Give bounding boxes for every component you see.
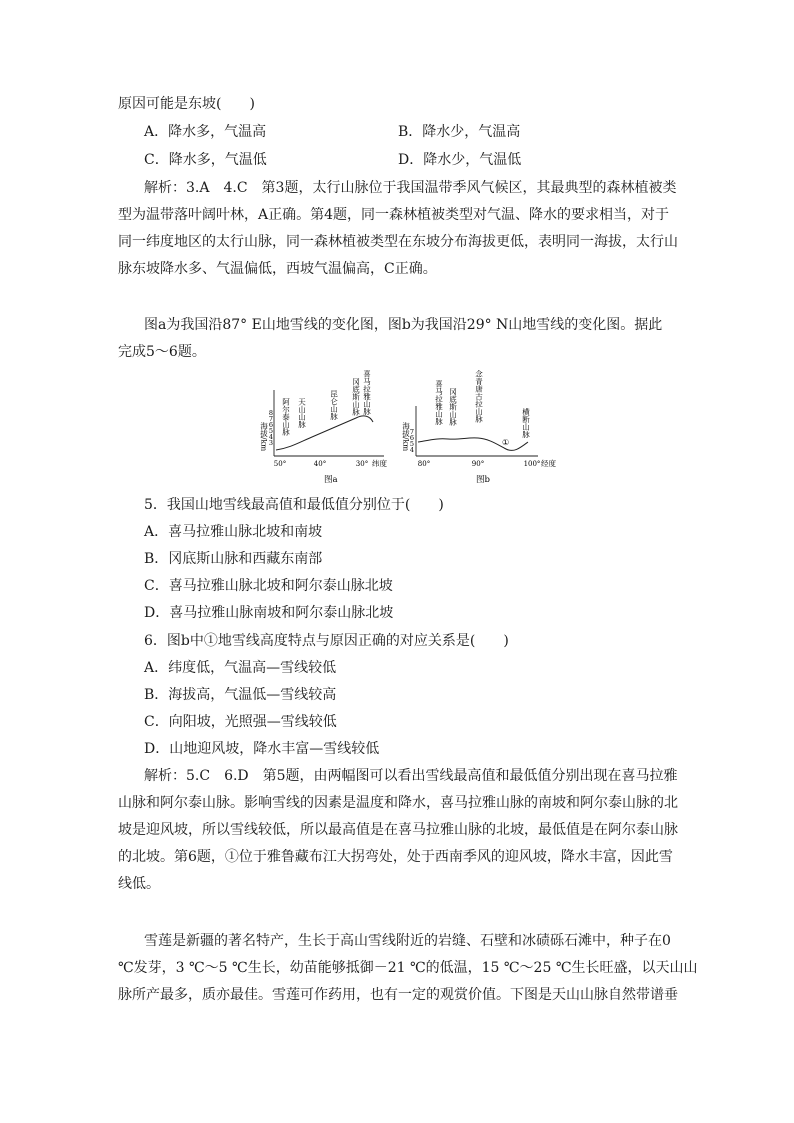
stem-snow-lotus-line: ℃发芽，3 ℃～5 ℃生长，幼苗能够抵御－21 ℃的低温，15 ℃～25 ℃生长旺盛，以天山山 bbox=[118, 960, 698, 976]
figure-a-caption: 图a bbox=[324, 475, 338, 485]
q5-option: D．喜马拉雅山脉南坡和阿尔泰山脉北坡 bbox=[144, 605, 394, 621]
figure-a-mountain-label: 昆仑山脉 bbox=[329, 390, 339, 420]
figure-a-mountain-label: 冈底斯山脉 bbox=[351, 378, 361, 416]
stem-56-line: 图a为我国沿87° E山地雪线的变化图，图b为我国沿29° N山地雪线的变化图。据此 bbox=[144, 317, 663, 333]
q6-option: B．海拔高，气温低—雪线较高 bbox=[144, 687, 337, 703]
figure-b-xtick: 90° bbox=[471, 460, 485, 468]
figure-b-mountain-label: 横断山脉 bbox=[521, 408, 531, 438]
q6-stem: 6．图b中①地雪线高度特点与原因正确的对应关系是( ) bbox=[144, 633, 509, 649]
figure-a-xtick: 30° bbox=[355, 460, 369, 468]
figure-b bbox=[398, 370, 573, 490]
q4-option-a: A．降水多，气温高 bbox=[144, 124, 267, 140]
analysis-56-line: 的北坡。第6题，①位于雅鲁藏布江大拐弯处，处于西南季风的迎风坡，降水丰富，因此雪 bbox=[118, 849, 673, 865]
q6-option: C．向阳坡，光照强—雪线较低 bbox=[144, 714, 337, 730]
q5-option: C．喜马拉雅山脉北坡和阿尔泰山脉北坡 bbox=[144, 578, 393, 594]
q5-stem: 5．我国山地雪线最高值和最低值分别位于( ) bbox=[144, 497, 444, 513]
figure-a-xlabel: 纬度 bbox=[372, 459, 387, 468]
figure-b-mountain-label: 冈底斯山脉 bbox=[448, 388, 458, 426]
figure-b-snowline bbox=[418, 438, 528, 451]
figure-a-mountain-label: 喜马拉雅山脉 bbox=[362, 370, 372, 415]
analysis-34-line: 同一纬度地区的太行山脉，同一森林植被类型在东坡分布海拔更低，表明同一海拔，太行山 bbox=[118, 234, 678, 250]
q5-option: A．喜马拉雅山脉北坡和南坡 bbox=[144, 524, 323, 540]
q5-option: B．冈底斯山脉和西藏东南部 bbox=[144, 551, 323, 567]
q4-option-b: B．降水少，气温高 bbox=[398, 124, 521, 140]
figure-b-xtick: 100° bbox=[523, 460, 541, 468]
figure-b-mountain-label: 喜马拉雅山脉 bbox=[434, 380, 444, 425]
figure-a-ytick: 4 bbox=[268, 433, 273, 441]
figure-b-xtick: 80° bbox=[417, 460, 431, 468]
figure-a bbox=[256, 370, 406, 490]
figure-a-mountain-label: 天山山脉 bbox=[297, 398, 307, 428]
q6-option: D．山地迎风坡，降水丰富—雪线较低 bbox=[144, 741, 380, 757]
figure-a-ytick: 3 bbox=[268, 439, 273, 447]
figure-b-ytick: 5 bbox=[409, 440, 414, 448]
figure-b-caption: 图b bbox=[476, 475, 490, 485]
figure-a-ytick: 8 bbox=[268, 409, 273, 417]
figure-b-ytick: 6 bbox=[409, 434, 414, 442]
figure-b-xlabel: 经度 bbox=[541, 459, 556, 468]
q6-option: A．纬度低，气温高—雪线较低 bbox=[144, 660, 337, 676]
figure-a-ylabel: 海拔/km bbox=[259, 422, 269, 452]
figure-a-xtick: 40° bbox=[313, 460, 327, 468]
stem-snow-lotus-line: 雪莲是新疆的著名特产，生长于高山雪线附近的岩缝、石壁和冰碛砾石滩中，种子在0 bbox=[144, 933, 671, 949]
analysis-56-line: 解析：5.C 6.D 第5题，由两幅图可以看出雪线最高值和最低值分别出现在喜马拉雅 bbox=[144, 768, 678, 784]
figure-a-xtick: 50° bbox=[273, 460, 287, 468]
q4-option-c: C．降水多，气温低 bbox=[144, 152, 267, 168]
analysis-34-line: 解析：3.A 4.C 第3题，太行山脉位于我国温带季风气候区，其最典型的森林植被类 bbox=[144, 180, 677, 196]
figure-a-ytick: 7 bbox=[268, 415, 273, 423]
stem-56-line: 完成5～6题。 bbox=[118, 344, 206, 360]
figure-b-ylabel: 海拔/km bbox=[401, 422, 411, 452]
figure-b-ytick: 7 bbox=[409, 428, 414, 436]
figure-b-marker: ① bbox=[502, 438, 510, 447]
figure-b-ytick: 4 bbox=[409, 446, 414, 454]
figure-b-mountain-label: 念青唐古拉山脉 bbox=[474, 370, 484, 423]
figure-a-snowline bbox=[276, 416, 373, 450]
analysis-34-line: 型为温带落叶阔叶林，A正确。第4题，同一森林植被类型对气温、降水的要求相当，对于 bbox=[118, 207, 670, 223]
figure-a-ytick: 5 bbox=[268, 427, 273, 435]
question-continuation: 原因可能是东坡( ) bbox=[118, 96, 255, 112]
analysis-56-line: 线低。 bbox=[118, 876, 160, 892]
q4-option-d: D．降水少，气温低 bbox=[398, 152, 522, 168]
figure-a-ytick: 6 bbox=[268, 421, 273, 429]
analysis-56-line: 山脉和阿尔泰山脉。影响雪线的因素是温度和降水，喜马拉雅山脉的南坡和阿尔泰山脉的北 bbox=[118, 795, 678, 811]
analysis-56-line: 坡是迎风坡，所以雪线较低，所以最高值是在喜马拉雅山脉的北坡，最低值是在阿尔泰山脉 bbox=[118, 822, 678, 838]
analysis-34-line: 脉东坡降水多、气温偏低，西坡气温偏高，C正确。 bbox=[118, 261, 437, 277]
figure-a-mountain-label: 阿尔泰山脉 bbox=[281, 398, 291, 436]
stem-snow-lotus-line: 脉所产最多，质亦最佳。雪莲可作药用，也有一定的观赏价值。下图是天山山脉自然带谱垂 bbox=[118, 987, 678, 1003]
